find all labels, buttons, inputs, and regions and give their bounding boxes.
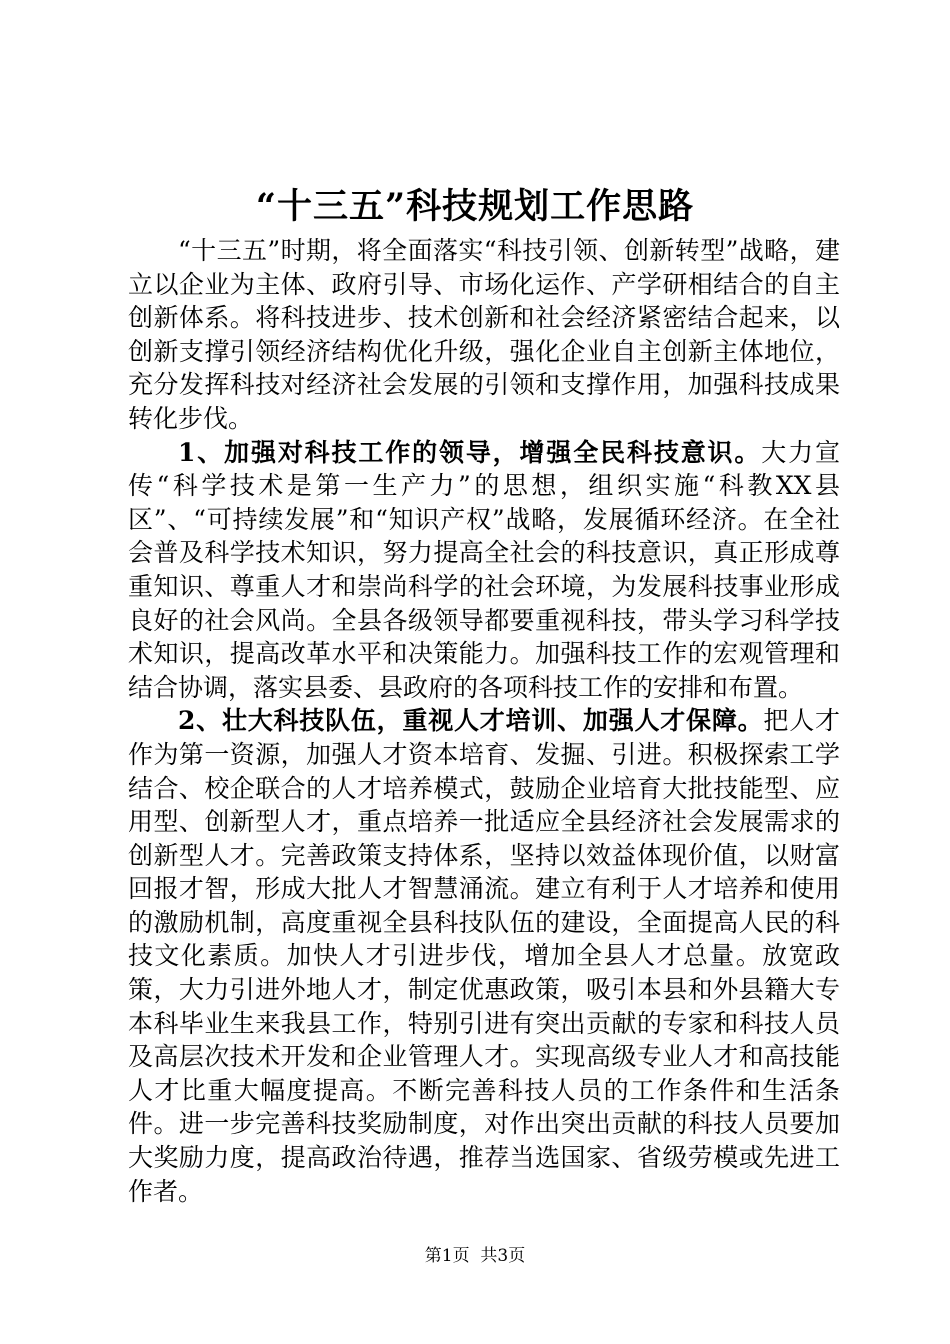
section-text-1: 大力宣传“科学技术是第一生产力”的思想，组织实施“科教XX县区”、“可持续发展”和“知识产权”战略，发展循环经济。在全社会普及科学技术知识，努力提高全社会的科技意识，真正形成尊重知识、尊重人才和崇尚科学的社会环境，为发展科技事业形成良好的社会风尚。全县各级领导都要重视科技，带头学习科学技术知识，提高改革水平和决策能力。加强科技工作的宏观管理和结合协调，落实县委、县政府的各项科技工作的安排和布置。: [128, 437, 840, 702]
document-title: “十三五”科技规划工作思路: [255, 186, 695, 227]
section-heading-2: 2、壮大科技队伍，重视人才培训、加强人才保障。: [178, 706, 764, 736]
section-paragraph-2: [128, 704, 840, 1208]
page-number: 第1页: [424, 1246, 470, 1266]
section-heading-1: 1、加强对科技工作的领导，增强全民科技意识。: [178, 437, 762, 467]
page-footer: [0, 1245, 950, 1267]
section-text-2: 把人才作为第一资源，加强人才资本培育、发掘、引进。积极探索工学结合、校企联合的人才培养模式，鼓励企业培育大批技能型、应用型、创新型人才，重点培养一批适应全县经济社会发展需求的创新型人才。完善政策支持体系，坚持以效益体现价值，以财富回报才智，形成大批人才智慧涌流。建立有利于人才培养和使用的激励机制，高度重视全县科技队伍的建设，全面提高人民的科技文化素质。加快人才引进步伐，增加全县人才总量。放宽政策，大力引进外地人才，制定优惠政策，吸引本县和外县籍大专本科毕业生来我县工作，特别引进有突出贡献的专家和科技人员及高层次技术开发和企业管理人才。实现高级专业人才和高技能人才比重大幅度提高。不断完善科技人员的工作条件和生活条件。进一步完善科技奖励制度，对作出突出贡献的科技人员要加大奖励力度，提高政治待遇，推荐当选国家、省级劳模或先进工作者。: [128, 706, 840, 1206]
document-body: [128, 234, 840, 1208]
section-paragraph-1: [128, 436, 840, 705]
page-total: 共3页: [480, 1246, 526, 1266]
intro-paragraph: “十三五”时期，将全面落实“科技引领、创新转型”战略，建立以企业为主体、政府引导、市场化运作、产学研相结合的自主创新体系。将科技进步、技术创新和社会经济紧密结合起来，以创新支撑引领经济结构优化升级，强化企业自主创新主体地位，充分发挥科技对经济社会发展的引领和支撑作用，加强科技成果转化步伐。: [128, 236, 840, 433]
